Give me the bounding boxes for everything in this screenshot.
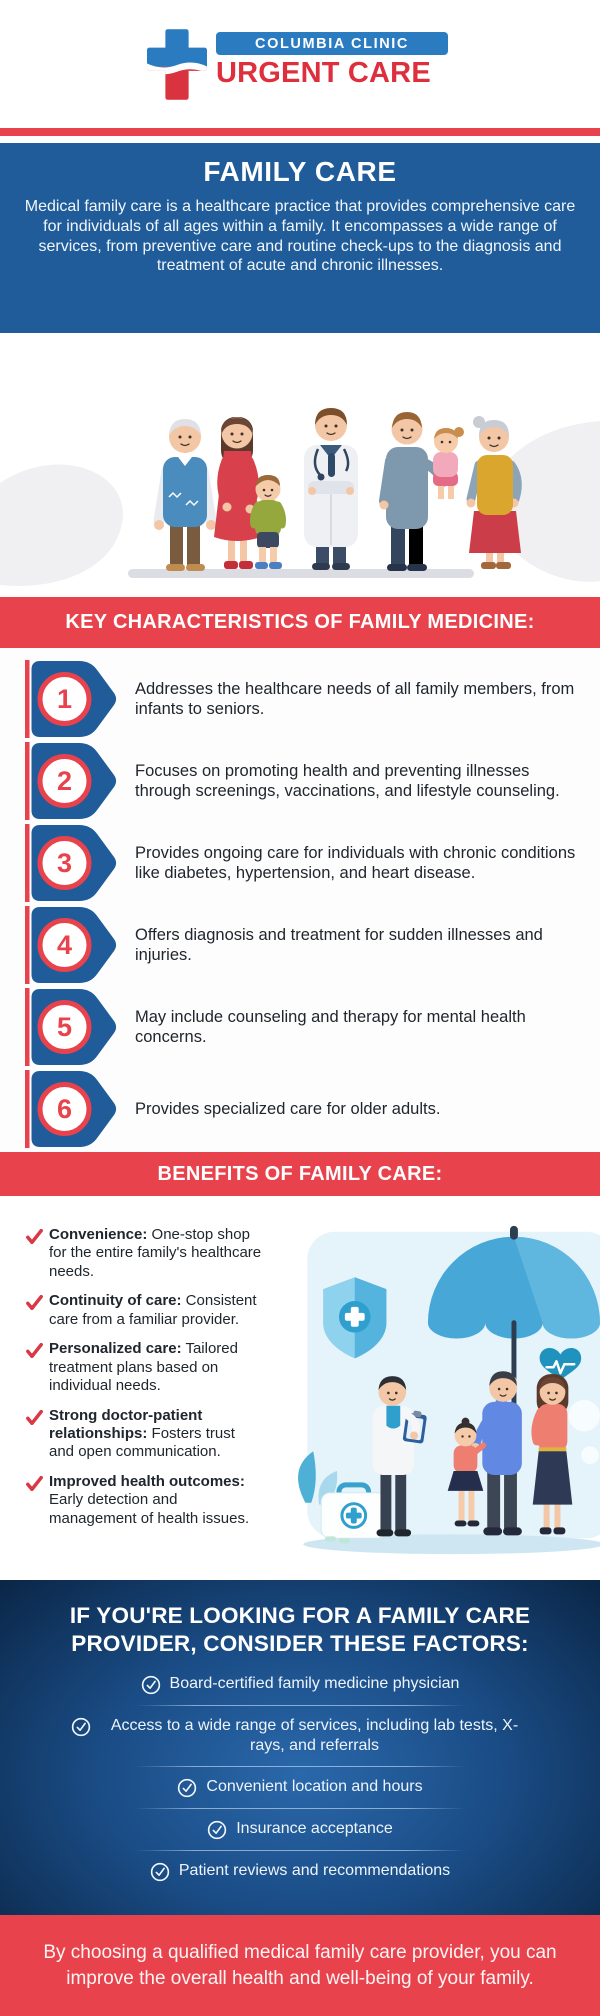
factor-text: Convenient location and hours (206, 1778, 423, 1796)
benefit-item-5 (26, 1473, 264, 1528)
factor-item-3 (0, 1777, 600, 1798)
number-badge (25, 824, 120, 902)
factor-item-4 (0, 1819, 600, 1840)
page-title: FAMILY CARE (203, 156, 397, 187)
benefit-detail: Early detection and management of health issues. (49, 1491, 250, 1527)
item-number: 2 (56, 766, 73, 796)
father-and-daughter-figure (380, 412, 465, 571)
red-check-icon (26, 1343, 43, 1358)
benefit-label: Improved health outcomes: (49, 1472, 245, 1490)
item-number: 1 (56, 684, 73, 714)
check-circle-icon (207, 1820, 227, 1840)
family-with-doctor-illustration (0, 333, 600, 597)
footer-note (0, 1915, 600, 2016)
item-number: 5 (56, 1012, 73, 1042)
benefits-list (26, 1226, 264, 1539)
benefits-section (0, 1196, 600, 1580)
benefit-item-3 (26, 1340, 264, 1395)
characteristic-item-1 (25, 660, 600, 738)
characteristic-item-4 (25, 906, 600, 984)
factor-item-1 (0, 1674, 600, 1695)
item-text: Offers diagnosis and treatment for sudden illnesses and injuries. (135, 925, 543, 964)
factors-section (0, 1580, 600, 1915)
red-check-icon (26, 1410, 43, 1425)
benefit-label: Personalized care: (49, 1340, 182, 1358)
grandmother-figure (467, 416, 522, 569)
item-text: Addresses the healthcare needs of all family members, from infants to seniors. (135, 679, 575, 718)
number-badge (25, 742, 120, 820)
family-under-umbrella-illustration (244, 1212, 600, 1564)
item-text: Focuses on promoting health and preventing illnesses through screenings, vaccinations, and lifestyle counseling. (135, 761, 560, 800)
benefit-label: Convenience: (49, 1226, 148, 1243)
key-characteristics-banner: KEY CHARACTERISTICS OF FAMILY MEDICINE: (0, 597, 600, 648)
number-badge (25, 906, 120, 984)
logo-text (216, 32, 454, 90)
benefit-text (49, 1292, 264, 1329)
red-check-icon (26, 1229, 43, 1244)
benefits-banner: BENEFITS OF FAMILY CARE: (0, 1152, 600, 1196)
clinic-logo (146, 24, 454, 108)
number-badge (25, 1070, 120, 1148)
benefit-detail: Tailored treatment plans based on individual needs. (49, 1340, 238, 1395)
divider-line (135, 1808, 465, 1809)
factor-item-5 (0, 1861, 600, 1882)
factor-text: Patient reviews and recommendations (178, 1862, 451, 1880)
item-text: Provides specialized care for older adults. (135, 1099, 441, 1118)
benefit-label: Strong doctor-patient relationships: (49, 1406, 203, 1442)
benefit-text (49, 1226, 264, 1281)
doctor-figure (304, 408, 358, 570)
number-badge (25, 660, 120, 738)
benefit-detail: Consistent care from a familiar provider. (49, 1292, 257, 1328)
check-circle-icon (141, 1675, 161, 1695)
item-number: 3 (56, 848, 73, 878)
intro-section (0, 143, 600, 333)
header (0, 0, 600, 128)
mother-figure (214, 417, 261, 569)
header-divider (0, 128, 600, 136)
footer-text: By choosing a qualified medical family care provider, you can improve the overall health and well-being of your family. (43, 1942, 557, 1989)
check-circle-icon (71, 1717, 91, 1737)
red-check-icon (26, 1476, 43, 1491)
medical-cross-icon (146, 26, 208, 104)
divider-line (135, 1705, 465, 1706)
red-check-icon (26, 1295, 43, 1310)
benefit-detail: One-stop shop for the entire family's healthcare needs. (49, 1226, 262, 1280)
factor-text: Insurance acceptance (236, 1820, 393, 1838)
grandfather-figure (154, 419, 216, 571)
benefit-item-4 (26, 1407, 264, 1462)
key-characteristics-list (0, 648, 600, 1152)
item-text: Provides ongoing care for individuals with chronic conditions like diabetes, hypertension, and heart disease. (135, 843, 576, 882)
benefit-item-1 (26, 1226, 264, 1281)
characteristic-item-2 (25, 742, 600, 820)
first-aid-kit-icon (321, 1485, 386, 1543)
characteristic-item-6 (25, 1070, 600, 1148)
factor-text: Board-certified family medicine physician (169, 1675, 460, 1693)
factor-item-2 (0, 1716, 600, 1756)
benefit-text (49, 1340, 264, 1395)
check-circle-icon (177, 1778, 197, 1798)
item-number: 6 (56, 1094, 73, 1124)
hero-illustration-band (0, 333, 600, 597)
benefit-label: Continuity of care: (49, 1292, 182, 1310)
benefit-item-2 (26, 1292, 264, 1329)
benefit-detail: Fosters trust and open communication. (49, 1424, 235, 1461)
intro-description: Medical family care is a healthcare practice that provides comprehensive care for individuals of all ages within a family. It encompasses a wide range of services, from preventive care and routine check-ups to the diagnosis and treatment of acute and chronic illnesses. (24, 198, 576, 275)
number-badge (25, 988, 120, 1066)
characteristic-item-5 (25, 988, 600, 1066)
benefit-text (49, 1407, 264, 1462)
characteristic-item-3 (25, 824, 600, 902)
urgent-care-label: URGENT CARE (216, 57, 431, 89)
benefit-text (49, 1473, 264, 1528)
boy-figure (254, 475, 283, 569)
item-number: 4 (56, 930, 73, 960)
clinic-name-badge: COLUMBIA CLINIC (216, 32, 448, 55)
factor-text: Access to a wide range of services, including lab tests, X-rays, and referrals (110, 1717, 519, 1755)
item-text: May include counseling and therapy for mental health concerns. (135, 1007, 526, 1046)
factors-heading: IF YOU'RE LOOKING FOR A FAMILY CARE PROVIDER, CONSIDER THESE FACTORS: (69, 1603, 531, 1657)
check-circle-icon (150, 1862, 170, 1882)
divider-line (135, 1766, 465, 1767)
divider-line (135, 1850, 465, 1851)
background-blob-left (0, 464, 123, 585)
